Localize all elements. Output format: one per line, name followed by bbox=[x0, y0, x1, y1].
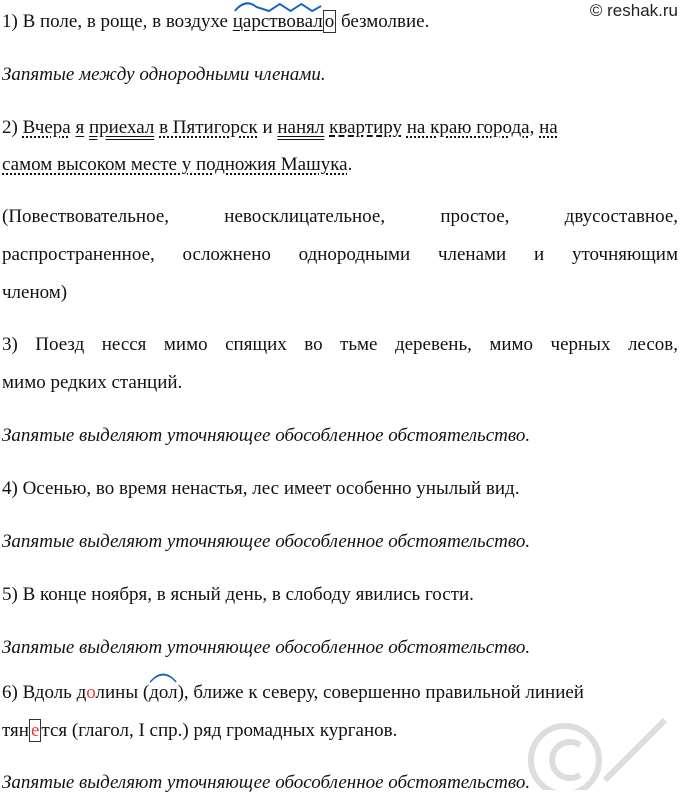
adverbial-na-samom-vysokom-meste: самом высоком месте у подножия Машука bbox=[2, 154, 348, 175]
sentence-6-line-1 bbox=[2, 681, 584, 705]
highlighted-vowel-o: о bbox=[86, 682, 96, 703]
watermark-seal-graphic bbox=[525, 700, 675, 790]
root-arc-mark bbox=[149, 673, 177, 683]
predicate-priekhal: приехал bbox=[88, 117, 155, 138]
object-kvartiru: квартиру bbox=[329, 117, 402, 138]
sentence-2-line-2 bbox=[2, 153, 352, 177]
sentence-4: 4) Осенью, во время ненастья, лес имеет особенно унылый вид. bbox=[2, 478, 520, 499]
comment-4: Запятые выделяют уточняющее обособленное обстоятельство. bbox=[2, 531, 531, 552]
sentence-2-number: 2) bbox=[2, 117, 23, 138]
sentence-1 bbox=[2, 10, 429, 34]
sentence-6-end: тся (глагол, I спр.) ряд громадных курганов. bbox=[41, 720, 398, 741]
comment-3: Запятые выделяют уточняющее обособленное обстоятельство. bbox=[2, 425, 531, 446]
sentence-6-rest: ), ближе к северу, совершенно правильной линией bbox=[177, 682, 584, 703]
sentence-6-start: 6) Вдоль д bbox=[2, 682, 87, 703]
subject-ya: я bbox=[75, 117, 85, 138]
highlighted-ending-e: е bbox=[30, 720, 40, 741]
analysis-2-line-3: членом) bbox=[2, 282, 68, 303]
watermark-text: © reshak.ru bbox=[589, 1, 678, 20]
sentence-1-end: безмолвие. bbox=[336, 11, 430, 32]
conjunction-i: и bbox=[262, 117, 273, 138]
sentence-3-line-1: 3) Поезд несся мимо спящих во тьме деревень, мимо черных лесов, bbox=[2, 334, 678, 355]
analysis-2-line-2: распространенное, осложнено однородными членами и уточняющим bbox=[2, 244, 678, 265]
adverbial-v-pyatigorsk: в Пятигорск bbox=[159, 117, 258, 138]
comment-5: Запятые выделяют уточняющее обособленное обстоятельство. bbox=[2, 637, 531, 658]
check-word-root: дол bbox=[149, 681, 177, 705]
adverbial-na: на bbox=[539, 117, 558, 138]
root-arc-mark bbox=[233, 2, 323, 12]
period: . bbox=[347, 154, 353, 175]
sentence-1-start: 1) В поле, в роще, в воздухе bbox=[2, 11, 233, 32]
sentence-3-line-2: мимо редких станций. bbox=[2, 372, 183, 393]
comment-6: Запятые выделяют уточняющее обособленное обстоятельство. bbox=[2, 772, 531, 793]
sentence-2-line-1 bbox=[2, 116, 558, 140]
sentence-5: 5) В конце ноября, в ясный день, в слободу явились гости. bbox=[2, 584, 474, 605]
adverbial-vchera: Вчера bbox=[22, 117, 71, 138]
sentence-6-line-2 bbox=[2, 719, 397, 743]
comma: , bbox=[529, 117, 535, 138]
sentence-6-part: лины ( bbox=[95, 682, 150, 703]
word-root-marked: царствовал bbox=[233, 10, 323, 34]
word-ending-box: о bbox=[324, 11, 335, 32]
adverbial-na-krayu-goroda: на краю города bbox=[406, 117, 530, 138]
comment-1: Запятые между однородными членами. bbox=[2, 64, 326, 85]
predicate-nanyal: нанял bbox=[277, 117, 325, 138]
analysis-2-line-1: (Повествовательное, невосклицательное, простое, двусоставное, bbox=[2, 206, 678, 227]
sentence-6-verb-start: тян bbox=[2, 720, 29, 741]
